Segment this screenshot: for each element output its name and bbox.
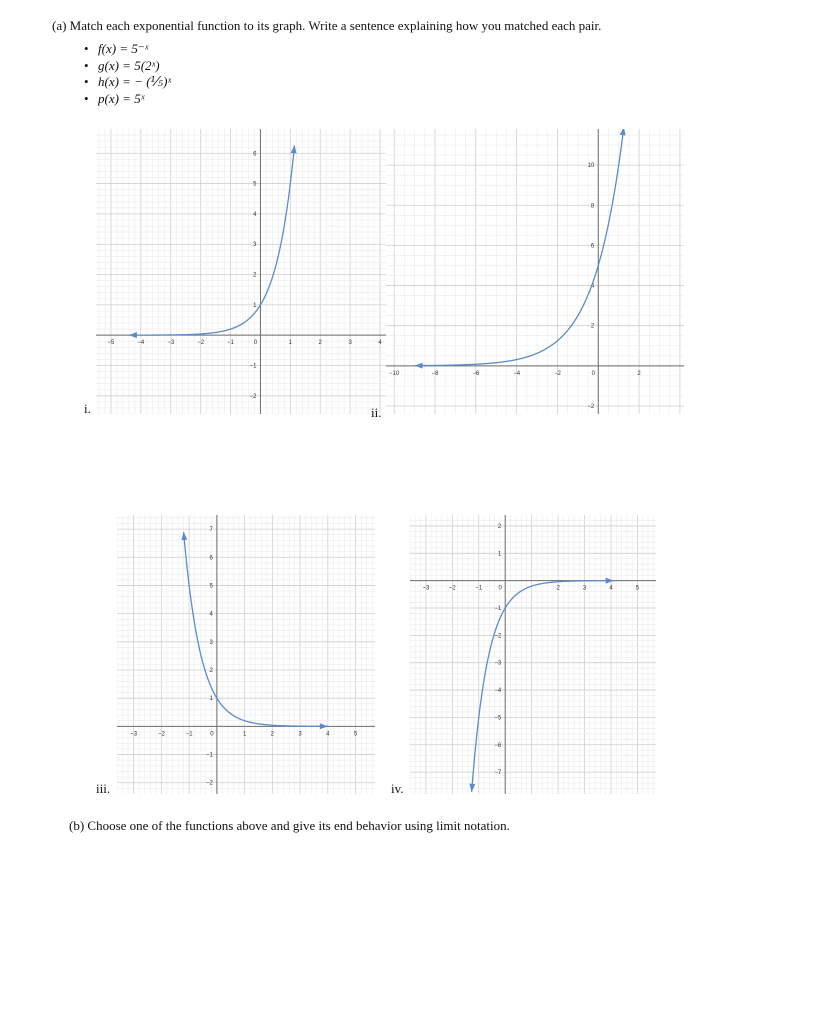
function-list	[84, 41, 171, 107]
curve-start-arrow	[129, 332, 137, 338]
function-curve	[129, 145, 295, 335]
curve-start-arrow	[181, 532, 187, 540]
part-a-prompt: (a) Match each exponential function to its graph. Write a sentence explaining how you matched each pair.	[52, 18, 602, 33]
y-tick-label: 1	[497, 551, 502, 558]
y-tick-label: 4	[590, 283, 595, 290]
x-tick-label: 3	[348, 340, 352, 347]
y-tick-label: −7	[494, 770, 502, 777]
x-tick-label: −2	[448, 585, 456, 592]
x-tick-label: −3	[422, 585, 430, 592]
x-tick-label: 1	[242, 731, 247, 738]
curve-end-arrow	[320, 723, 328, 729]
x-tick-label: −1	[227, 340, 234, 347]
x-tick-label: 0	[210, 731, 214, 738]
y-tick-label: 7	[209, 527, 213, 534]
x-tick-label: 0	[253, 340, 258, 347]
y-tick-label: −6	[494, 742, 502, 749]
y-tick-label: −1	[494, 606, 502, 612]
y-tick-label: −5	[494, 715, 502, 722]
function-curve	[472, 581, 614, 792]
grid	[117, 515, 375, 794]
graph-iv-label: iv.	[391, 781, 404, 796]
x-tick-label: 2	[270, 731, 275, 738]
y-tick-label: 5	[253, 181, 257, 188]
y-tick-label: −3	[494, 660, 502, 667]
x-tick-label: 5	[635, 585, 640, 592]
x-tick-label: 2	[556, 585, 560, 592]
x-tick-label: −4	[137, 340, 145, 347]
curve-end-arrow	[606, 578, 614, 584]
y-tick-label: 2	[590, 323, 595, 330]
grid	[96, 129, 386, 414]
graph-ii-label: ii.	[371, 405, 382, 420]
x-tick-label: −2	[554, 370, 561, 377]
x-tick-label: 4	[326, 731, 330, 738]
graph-iii-plot	[117, 515, 375, 794]
y-tick-label: 3	[209, 639, 213, 646]
graph-iv-plot	[410, 515, 656, 794]
y-tick-label: 6	[209, 555, 213, 562]
y-tick-label: −1	[206, 752, 213, 759]
y-tick-label: 4	[209, 611, 213, 618]
x-tick-label: −6	[472, 370, 480, 377]
x-tick-label: −10	[389, 370, 400, 377]
part-b-prompt: (b) Choose one of the functions above and give its end behavior using limit notation.	[69, 818, 510, 833]
graph-i-label: i.	[84, 401, 91, 416]
x-tick-label: 0	[591, 370, 595, 377]
graph-ii	[386, 129, 684, 414]
function-g: • g(x) = 5(2ˣ)	[84, 58, 171, 75]
x-tick-label: 4	[378, 340, 382, 347]
y-tick-label: 6	[590, 243, 595, 250]
y-tick-label: 2	[209, 668, 213, 674]
x-tick-label: −5	[107, 340, 115, 347]
y-tick-label: 2	[497, 523, 502, 530]
y-tick-label: −2	[587, 403, 595, 410]
graph-i	[96, 129, 386, 414]
function-f: • f(x) = 5⁻ˣ	[84, 41, 171, 58]
graph-iii-label: iii.	[96, 781, 111, 796]
function-p: • p(x) = 5ˣ	[84, 91, 171, 108]
function-h: • h(x) = − (⅕)ˣ	[84, 74, 171, 91]
x-tick-label: 4	[609, 585, 613, 592]
x-tick-label: −3	[130, 731, 138, 738]
y-tick-label: 2	[253, 272, 257, 279]
x-tick-label: 3	[298, 731, 302, 738]
x-tick-label: −1	[185, 731, 193, 738]
curve-end-arrow	[620, 129, 626, 135]
y-tick-label: −2	[249, 393, 257, 400]
x-tick-label: 2	[637, 370, 641, 377]
y-tick-label: −1	[249, 363, 257, 370]
y-tick-label: 4	[253, 211, 257, 218]
graph-ii-plot	[386, 129, 684, 414]
graph-iii	[117, 515, 375, 794]
x-tick-label: 3	[582, 585, 587, 592]
x-tick-label: −2	[157, 731, 165, 738]
y-tick-label: 5	[209, 583, 213, 590]
x-tick-label: −8	[431, 370, 439, 377]
y-tick-label: 6	[253, 151, 257, 158]
x-tick-label: −3	[167, 340, 175, 347]
curve-start-arrow	[415, 363, 423, 369]
x-tick-label: −4	[513, 370, 521, 377]
y-tick-label: −4	[494, 688, 502, 695]
y-tick-label: 3	[253, 242, 257, 249]
y-tick-label: −2	[494, 633, 502, 640]
graph-iv	[410, 515, 656, 794]
y-tick-label: −2	[206, 780, 213, 787]
x-tick-label: 1	[288, 340, 293, 347]
graph-i-plot	[96, 129, 386, 414]
x-tick-label: 2	[318, 340, 322, 347]
x-tick-label: −2	[197, 340, 205, 347]
y-tick-label: 1	[209, 696, 213, 703]
x-tick-label: 0	[498, 585, 502, 592]
y-tick-label: 1	[253, 302, 257, 309]
curve-end-arrow	[291, 145, 297, 153]
y-tick-label: 8	[590, 203, 595, 210]
y-tick-label: 10	[587, 163, 595, 170]
x-tick-label: 5	[353, 731, 358, 738]
grid	[410, 515, 656, 794]
x-tick-label: −1	[475, 585, 483, 592]
